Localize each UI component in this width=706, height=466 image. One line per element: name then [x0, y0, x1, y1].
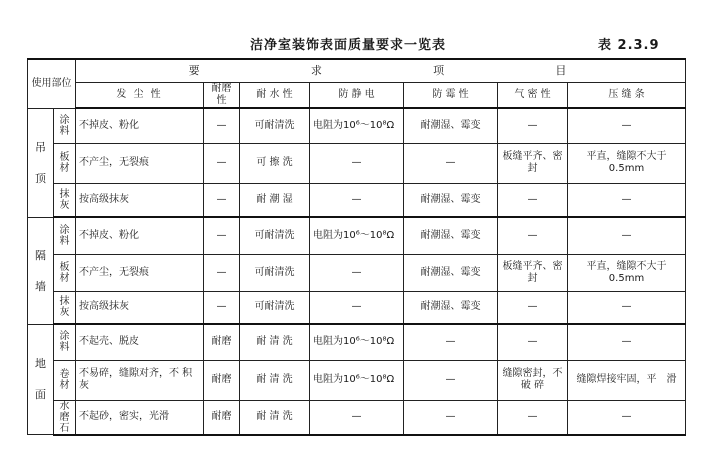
cell-airtight: — — [498, 183, 568, 217]
cell-wear: 耐磨 — [204, 360, 240, 400]
cell-strip: — — [568, 291, 686, 324]
cell-strip: — — [568, 400, 686, 435]
cell-antistatic: 电阻为10⁶～10⁸Ω — [310, 108, 404, 143]
cell-mould: 耐潮湿、霉变 — [404, 217, 498, 254]
material-label: 抹灰 — [54, 291, 76, 324]
part-floor: 地 面 — [28, 324, 54, 435]
cell-water: 耐 潮 湿 — [240, 183, 310, 217]
cell-antistatic: 电阻为10⁶～10⁸Ω — [310, 324, 404, 360]
cell-strip: 缝隙焊接牢固，平 滑 — [568, 360, 686, 400]
cell-strip: — — [568, 108, 686, 143]
header-req-char: 求 — [310, 63, 328, 77]
cell-strip: — — [568, 324, 686, 360]
cell-wear: — — [204, 143, 240, 183]
cell-airtight: 板缝平齐、密 封 — [498, 143, 568, 183]
cell-airtight: — — [498, 324, 568, 360]
cell-wear: — — [204, 108, 240, 143]
cell-mould: — — [404, 143, 498, 183]
cell-water: 可耐清洗 — [240, 108, 310, 143]
part-ceiling: 吊 顶 — [28, 108, 54, 217]
material-label: 涂料 — [54, 108, 76, 143]
material-label: 卷材 — [54, 360, 76, 400]
cell-mould: 耐潮湿、霉变 — [404, 254, 498, 291]
cell-dust: 不起砂，密实，光滑 — [76, 400, 204, 435]
cell-water: 耐 清 洗 — [240, 360, 310, 400]
cell-antistatic: — — [310, 143, 404, 183]
cell-antistatic: 电阻为10⁶～10⁸Ω — [310, 360, 404, 400]
header-req-char: 要 — [188, 63, 206, 77]
material-label: 涂料 — [54, 217, 76, 254]
cell-strip: — — [568, 217, 686, 254]
header-col-strip: 压 缝 条 — [568, 82, 686, 108]
quality-table — [27, 58, 686, 436]
cell-water: 耐 清 洗 — [240, 324, 310, 360]
cell-antistatic: — — [310, 254, 404, 291]
cell-dust: 不起壳、脱皮 — [76, 324, 204, 360]
cell-dust: 不产尘，无裂痕 — [76, 143, 204, 183]
cell-antistatic: — — [310, 183, 404, 217]
cell-mould: — — [404, 400, 498, 435]
cell-airtight: — — [498, 400, 568, 435]
cell-wear: — — [204, 183, 240, 217]
cell-mould: — — [404, 360, 498, 400]
cell-wear: 耐磨 — [204, 324, 240, 360]
material-label: 抹灰 — [54, 183, 76, 217]
header-col-wear: 耐磨性 — [204, 82, 240, 108]
cell-water: 可 擦 洗 — [240, 143, 310, 183]
cell-strip: 平直，缝隙不大于0.5mm — [568, 254, 686, 291]
cell-wear: — — [204, 254, 240, 291]
cell-mould: 耐潮湿、霉变 — [404, 291, 498, 324]
cell-mould: 耐潮湿、霉变 — [404, 108, 498, 143]
cell-airtight: — — [498, 291, 568, 324]
header-requirements — [76, 59, 686, 82]
header-part: 使用部位 — [28, 59, 76, 108]
material-label: 板材 — [54, 254, 76, 291]
header-col-mould: 防 霉 性 — [404, 82, 498, 108]
header-col-airtight: 气 密 性 — [498, 82, 568, 108]
cell-antistatic: 电阻为10⁶～10⁸Ω — [310, 217, 404, 254]
cell-strip: 平直，缝隙不大于0.5mm — [568, 143, 686, 183]
cell-wear: — — [204, 217, 240, 254]
cell-antistatic: — — [310, 400, 404, 435]
cell-dust: 不易碎，缝隙对齐，不 积 灰 — [76, 360, 204, 400]
cell-dust: 不掉皮、粉化 — [76, 108, 204, 143]
cell-strip: — — [568, 183, 686, 217]
cell-dust: 按高级抹灰 — [76, 183, 204, 217]
part-partition: 隔 墙 — [28, 217, 54, 324]
header-req-char: 目 — [555, 63, 573, 77]
cell-airtight: — — [498, 217, 568, 254]
cell-mould: — — [404, 324, 498, 360]
header-col-water: 耐 水 性 — [240, 82, 310, 108]
cell-airtight: — — [498, 108, 568, 143]
cell-airtight: 板缝平齐、密 封 — [498, 254, 568, 291]
cell-dust: 不掉皮、粉化 — [76, 217, 204, 254]
cell-mould: 耐潮湿、霉变 — [404, 183, 498, 217]
cell-water: 可耐清洗 — [240, 217, 310, 254]
header-col-antistatic: 防 静 电 — [310, 82, 404, 108]
cell-wear: — — [204, 291, 240, 324]
cell-wear: 耐磨 — [204, 400, 240, 435]
material-label: 涂料 — [54, 324, 76, 360]
header-req-char: 项 — [433, 63, 451, 77]
cell-airtight: 缝隙密封，不 破 碎 — [498, 360, 568, 400]
cell-water: 可耐清洗 — [240, 254, 310, 291]
cell-dust: 按高级抹灰 — [76, 291, 204, 324]
material-label: 板材 — [54, 143, 76, 183]
table-number: 表 2.3.9 — [598, 38, 660, 53]
cell-antistatic: — — [310, 291, 404, 324]
cell-water: 可耐清洗 — [240, 291, 310, 324]
header-col-dust: 发 尘 性 — [76, 82, 204, 108]
table-title: 洁净室装饰表面质量要求一览表 — [250, 38, 447, 53]
cell-dust: 不产尘，无裂痕 — [76, 254, 204, 291]
cell-water: 耐 清 洗 — [240, 400, 310, 435]
material-label: 水磨石 — [54, 400, 76, 435]
